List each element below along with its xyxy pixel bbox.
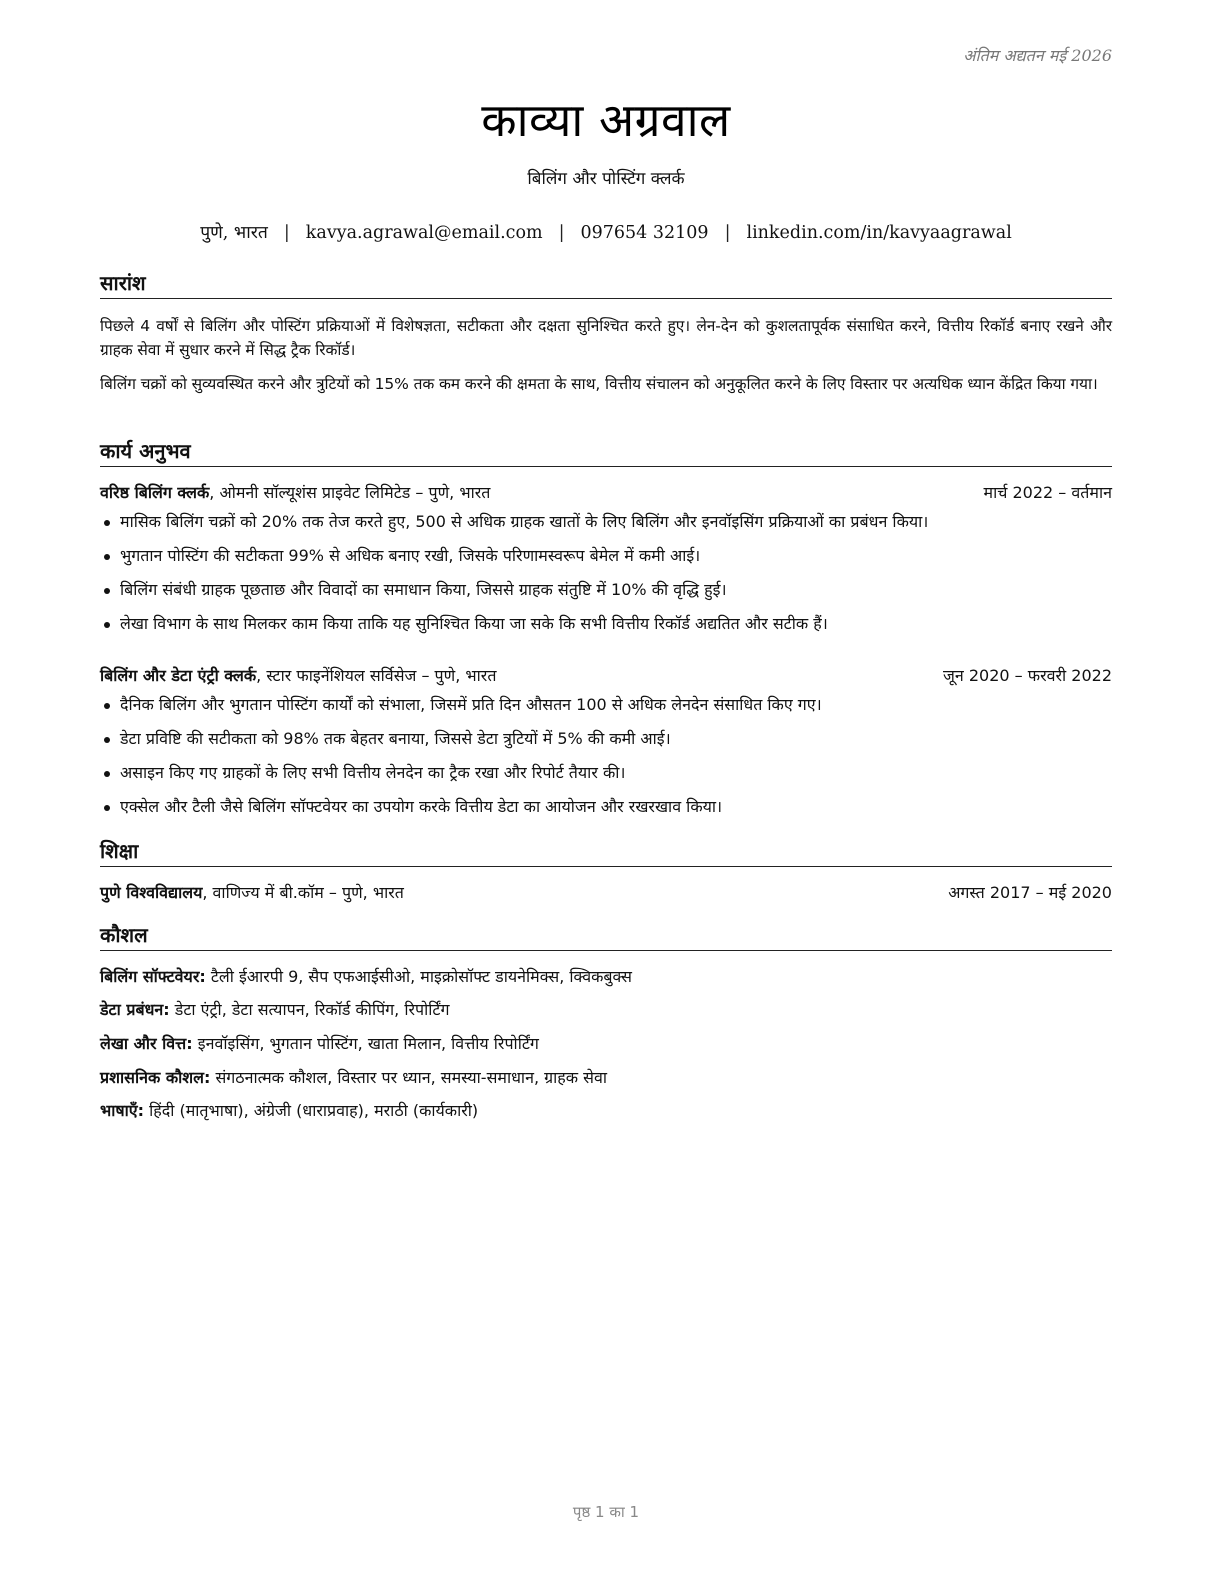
candidate-name: काव्या अग्रवाल	[481, 93, 731, 147]
skill-row	[100, 998, 1112, 1022]
contact-separator: |	[283, 223, 290, 243]
list-item: दैनिक बिलिंग और भुगतान पोस्टिंग कार्यों को संभाला, जिसमें प्रति दिन औसतन 100 से अधिक लेनदेन संसाधित किए गए।	[100, 693, 1112, 727]
candidate-role: बिलिंग और पोस्टिंग क्लर्क	[527, 169, 685, 189]
list-item: लेखा विभाग के साथ मिलकर काम किया ताकि यह सुनिश्चित किया जा सके कि सभी वित्तीय रिकॉर्ड अद्यतित और सटीक हैं।	[100, 612, 1112, 646]
page-number: पृष्ठ 1 का 1	[572, 1503, 640, 1521]
skill-value: डेटा एंट्री, डेटा सत्यापन, रिकॉर्ड कीपिंग, रिपोर्टिंग	[169, 1000, 450, 1019]
skill-value: इनवॉइसिंग, भुगतान पोस्टिंग, खाता मिलान, वित्तीय रिपोर्टिंग	[192, 1034, 539, 1053]
section-title-summary: सारांश	[100, 270, 1112, 299]
skill-label: लेखा और वित्त:	[100, 1034, 193, 1053]
job-position: बिलिंग और डेटा एंट्री क्लर्क	[100, 666, 257, 685]
contact-separator: |	[724, 223, 731, 243]
skill-label: बिलिंग सॉफ्टवेयर:	[100, 967, 206, 986]
list-item: भुगतान पोस्टिंग की सटीकता 99% से अधिक बनाए रखी, जिसके परिणामस्वरूप बेमेल में कमी आई।	[100, 544, 1112, 578]
summary-paragraph: बिलिंग चक्रों को सुव्यवस्थित करने और त्रुटियों को 15% तक कम करने की क्षमता के साथ, वित्तीय संचालन को अनुकूलित करने के लिए विस्तार पर अत्यधिक ध्यान केंद्रित किया गया।	[100, 375, 1098, 393]
job-header	[100, 664, 1112, 688]
job-position: वरिष्ठ बिलिंग क्लर्क	[100, 483, 210, 502]
contact-line	[100, 220, 1112, 244]
section-title-experience: कार्य अनुभव	[100, 438, 1112, 467]
resume-page	[100, 0, 1112, 1584]
skill-label: डेटा प्रबंधन:	[100, 1000, 170, 1019]
summary-paragraph: पिछले 4 वर्षों से बिलिंग और पोस्टिंग प्रक्रियाओं में विशेषज्ञता, सटीकता और दक्षता सुनिश्चित करते हुए। लेन-देन को कुशलतापूर्वक संसाधित करने, वित्तीय रिकॉर्ड बनाए रखने और ग्राहक सेवा में सुधार करने में सिद्ध ट्रैक रिकॉर्ड।	[100, 317, 1112, 359]
list-item: डेटा प्रविष्टि की सटीकता को 98% तक बेहतर बनाया, जिससे डेटा त्रुटियों में 5% की कमी आई।	[100, 727, 1112, 761]
contact-separator: |	[558, 223, 565, 243]
education-institution: पुणे विश्वविद्यालय	[100, 883, 203, 902]
list-item: मासिक बिलिंग चक्रों को 20% तक तेज करते हुए, 500 से अधिक ग्राहक खातों के लिए बिलिंग और इनवॉइसिंग प्रक्रियाओं का प्रबंधन किया।	[100, 510, 1112, 544]
skill-label: प्रशासनिक कौशल:	[100, 1068, 211, 1087]
job-bullets	[100, 693, 1112, 829]
skill-row	[100, 1099, 1112, 1123]
list-item: बिलिंग संबंधी ग्राहक पूछताछ और विवादों का समाधान किया, जिससे ग्राहक संतुष्टि में 10% की वृद्धि हुई।	[100, 578, 1112, 612]
job-dates: जून 2020 – फरवरी 2022	[943, 666, 1112, 685]
job-company: , ओमनी सॉल्यूशंस प्राइवेट लिमिटेड – पुणे, भारत	[209, 483, 491, 502]
contact-linkedin[interactable]: linkedin.com/in/kavyaagrawal	[746, 223, 1012, 243]
skill-value: संगठनात्मक कौशल, विस्तार पर ध्यान, समस्या-समाधान, ग्राहक सेवा	[210, 1068, 608, 1087]
contact-phone: 097654 32109	[580, 223, 709, 243]
skill-label: भाषाएँ:	[100, 1101, 145, 1120]
contact-location: पुणे, भारत	[200, 223, 268, 243]
skill-row	[100, 1066, 1112, 1090]
section-title-education: शिक्षा	[100, 838, 1112, 867]
education-entry	[100, 881, 1112, 905]
job-dates: मार्च 2022 – वर्तमान	[983, 483, 1112, 502]
section-title-skills: कौशल	[100, 922, 1112, 951]
skill-row	[100, 1032, 1112, 1056]
contact-email[interactable]: kavya.agrawal@email.com	[305, 223, 543, 243]
list-item: एक्सेल और टैली जैसे बिलिंग सॉफ्टवेयर का उपयोग करके वित्तीय डेटा का आयोजन और रखरखाव किया।	[100, 795, 1112, 829]
last-updated: अंतिम अद्यतन मई 2026	[963, 46, 1112, 65]
list-item: असाइन किए गए ग्राहकों के लिए सभी वित्तीय लेनदेन का ट्रैक रखा और रिपोर्ट तैयार की।	[100, 761, 1112, 795]
education-details: , वाणिज्य में बी.कॉम – पुणे, भारत	[202, 883, 404, 902]
skill-value: हिंदी (मातृभाषा), अंग्रेजी (धाराप्रवाह), मराठी (कार्यकारी)	[144, 1101, 479, 1120]
skill-row	[100, 965, 1112, 989]
job-header	[100, 481, 1112, 505]
job-bullets	[100, 510, 1112, 646]
job-company: , स्टार फाइनेंशियल सर्विसेज – पुणे, भारत	[256, 666, 497, 685]
skill-value: टैली ईआरपी 9, सैप एफआईसीओ, माइक्रोसॉफ्ट डायनेमिक्स, क्विकबुक्स	[205, 967, 632, 986]
education-dates: अगस्त 2017 – मई 2020	[948, 883, 1112, 902]
